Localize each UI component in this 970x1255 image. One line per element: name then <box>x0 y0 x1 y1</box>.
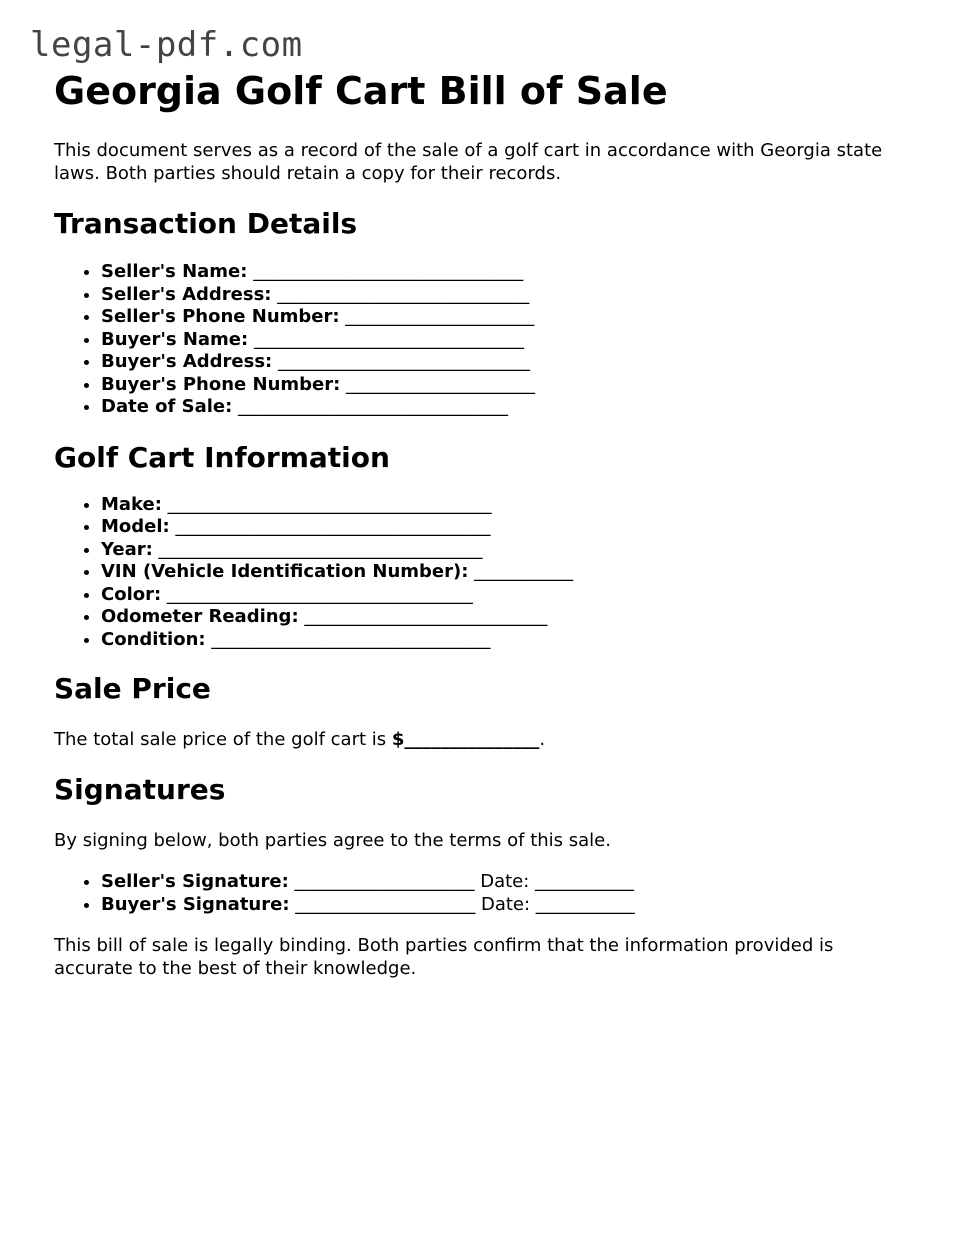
list-item <box>101 539 914 562</box>
list-item <box>101 561 914 584</box>
field-blank[interactable]: ______________________________ <box>232 396 509 417</box>
closing-paragraph: This bill of sale is legally binding. Both parties confirm that the information provided is accurate to the best of their knowledge. <box>54 935 834 979</box>
field-blank[interactable]: ______________________________ <box>247 261 524 282</box>
signatures-intro: By signing below, both parties agree to the terms of this sale. <box>54 829 611 851</box>
document <box>54 68 914 980</box>
field-label: Condition: <box>101 628 206 650</box>
list-item <box>101 584 914 607</box>
page-title: Georgia Golf Cart Bill of Sale <box>54 69 668 113</box>
signature-label: Seller's Signature: <box>101 871 289 892</box>
signature-date[interactable]: Date: ___________ <box>474 871 635 892</box>
field-blank[interactable]: _______________________________ <box>205 628 491 650</box>
field-blank[interactable]: __________________________________ <box>161 583 473 605</box>
field-label: Make: <box>101 493 162 515</box>
intro-paragraph: This document serves as a record of the sale of a golf cart in accordance with Georgia state laws. Both parties should retain a copy for their records. <box>54 140 883 184</box>
signature-blank[interactable]: ____________________ <box>288 871 475 892</box>
field-label: Buyer's Name: <box>101 328 249 350</box>
list-item <box>101 374 914 397</box>
transaction-details-heading: Transaction Details <box>54 207 358 240</box>
sale-price-blank[interactable]: $_______________ <box>391 729 540 750</box>
field-blank[interactable]: _____________________ <box>339 306 535 327</box>
field-label: VIN (Vehicle Identification Number): <box>101 561 469 582</box>
list-item <box>101 871 914 894</box>
field-label: Odometer Reading: <box>101 606 299 627</box>
list-item <box>101 516 914 539</box>
field-label: Color: <box>101 583 162 605</box>
signature-blank[interactable]: ____________________ <box>289 893 476 915</box>
watermark: legal-pdf.com <box>30 25 303 65</box>
field-label: Seller's Phone Number: <box>101 306 340 327</box>
list-item <box>101 284 914 307</box>
golf-cart-information-heading: Golf Cart Information <box>54 440 390 474</box>
sale-price-paragraph <box>54 729 914 752</box>
field-blank[interactable]: ____________________________ <box>271 283 530 305</box>
field-label: Seller's Name: <box>101 261 248 282</box>
field-blank[interactable]: ___________________________________ <box>169 516 491 537</box>
list-item <box>101 629 914 652</box>
field-blank[interactable]: ____________________________ <box>272 351 530 372</box>
field-blank[interactable]: ______________________________ <box>248 328 524 350</box>
list-item <box>101 396 914 419</box>
list-item <box>101 306 914 329</box>
signature-label: Buyer's Signature: <box>101 893 290 915</box>
list-item <box>101 329 914 352</box>
list-item <box>101 351 914 374</box>
field-blank[interactable]: ___________________________ <box>298 606 548 627</box>
field-label: Seller's Address: <box>101 283 272 305</box>
list-item <box>101 261 914 284</box>
list-item <box>101 894 914 917</box>
list-item <box>101 494 914 517</box>
field-blank[interactable]: ___________ <box>468 561 574 582</box>
golf-cart-information-list <box>54 494 914 652</box>
field-blank[interactable]: _____________________ <box>340 373 536 395</box>
field-label: Model: <box>101 516 170 537</box>
sale-price-heading: Sale Price <box>54 672 211 705</box>
field-blank[interactable]: ____________________________________ <box>152 538 483 560</box>
field-label: Buyer's Phone Number: <box>101 373 341 395</box>
transaction-details-list <box>54 261 914 419</box>
signature-date[interactable]: Date: ___________ <box>475 893 635 915</box>
field-label: Buyer's Address: <box>101 351 273 372</box>
field-label: Year: <box>101 538 153 560</box>
field-blank[interactable]: ____________________________________ <box>161 493 492 515</box>
sale-price-text: The total sale price of the golf cart is <box>54 729 392 750</box>
sale-price-period: . <box>539 729 546 750</box>
signatures-list <box>54 871 914 916</box>
signatures-heading: Signatures <box>54 772 226 806</box>
field-label: Date of Sale: <box>101 396 233 417</box>
list-item <box>101 606 914 629</box>
